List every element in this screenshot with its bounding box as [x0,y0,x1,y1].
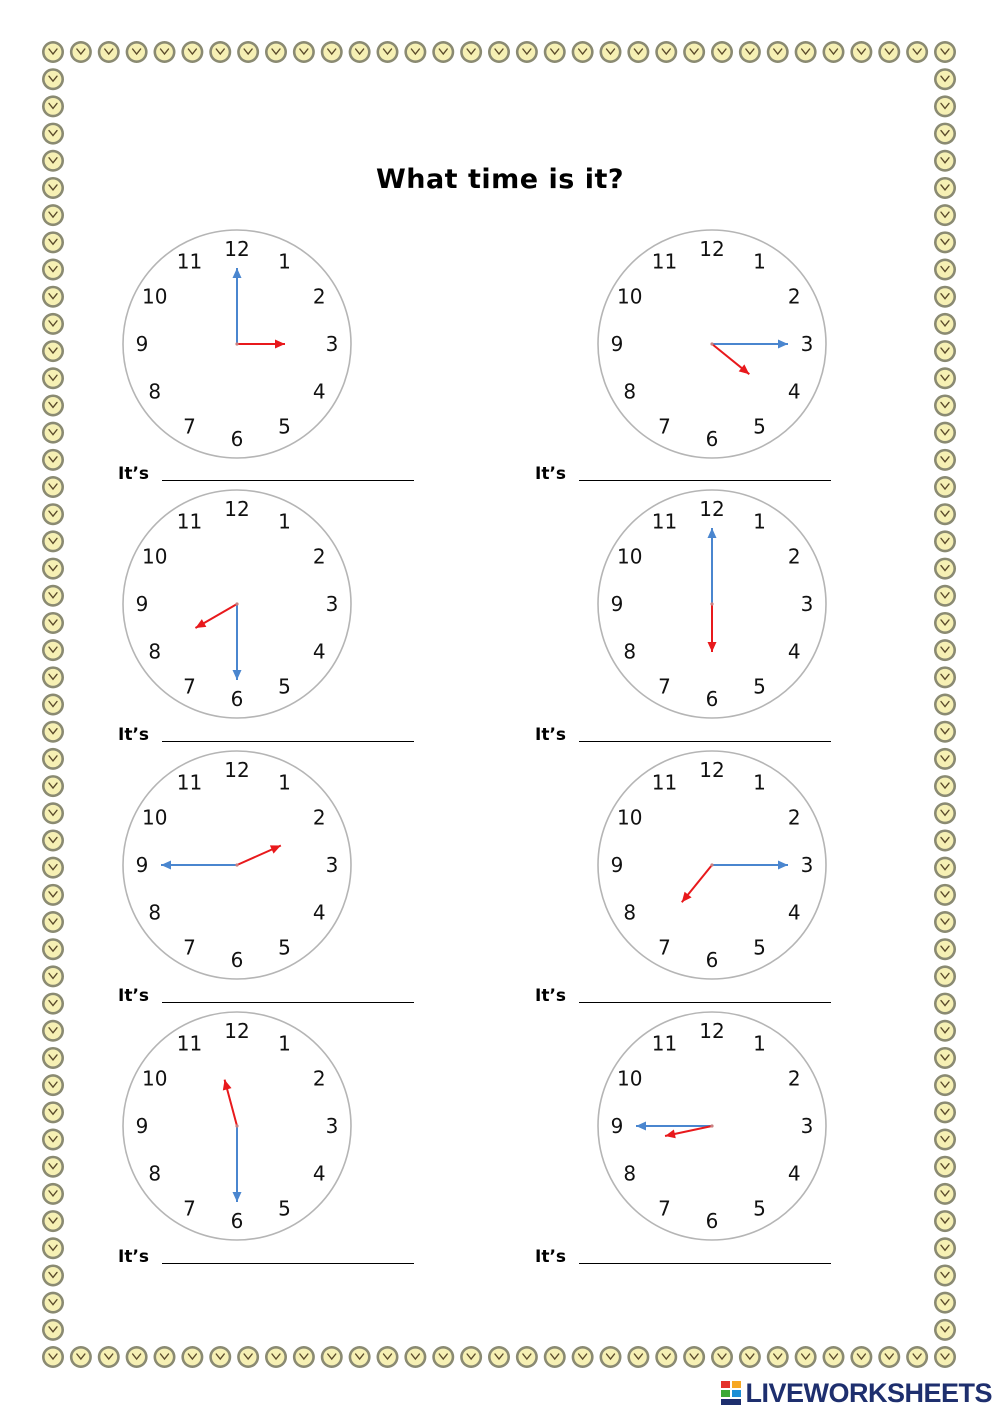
border-clock-icon [42,1074,64,1096]
border-clock-icon [850,1346,872,1368]
border-clock-icon [906,1346,928,1368]
border-clock-icon [70,41,92,63]
answer-line-7[interactable] [118,1247,418,1271]
border-clock-icon [934,340,956,362]
border-clock-icon [460,41,482,63]
border-clock-icon [42,694,64,716]
clock-numeral: 11 [176,249,203,274]
border-clock-icon [934,1319,956,1341]
clock-numeral: 6 [230,687,244,711]
clock-numeral: 11 [176,770,203,795]
clock-center [235,342,238,345]
clock-numeral: 3 [800,1114,814,1138]
border-clock-icon [516,41,538,63]
clock-numeral: 7 [658,935,671,960]
border-clock-icon [823,1346,845,1368]
border-clock-icon [934,911,956,933]
liveworksheets-watermark[interactable] [720,1378,992,1408]
border-clock-icon [237,41,259,63]
answer-line-5[interactable] [118,986,418,1010]
answer-prefix: It’s [535,1247,567,1267]
clock-numeral: 8 [148,639,162,664]
clock-numeral: 11 [176,1031,203,1056]
clock-numeral: 1 [278,1031,291,1056]
border-clock-icon [42,1020,64,1042]
clock-numeral: 3 [800,853,814,877]
border-clock-icon [934,41,956,63]
border-clock-icon [934,775,956,797]
border-clock-icon [934,231,956,253]
border-clock-icon [934,1101,956,1123]
border-clock-icon [488,1346,510,1368]
clock-numeral: 12 [699,237,725,261]
border-clock-icon [934,95,956,117]
border-clock-icon [42,367,64,389]
clock-numeral: 2 [312,284,326,309]
border-clock-icon [42,313,64,335]
border-clock-icon [711,1346,733,1368]
clock-center [710,1124,713,1127]
border-clock-icon [42,911,64,933]
border-clock-icon [516,1346,538,1368]
clock-numeral: 10 [617,544,643,569]
border-clock-icon [42,394,64,416]
clock-face-4 [592,484,832,724]
border-clock-icon [154,41,176,63]
clock-center [710,602,713,605]
border-clock-icon [42,503,64,525]
border-clock-icon [934,68,956,90]
clock-numeral: 10 [142,1066,168,1091]
answer-prefix: It’s [118,1247,150,1267]
border-clock-icon [42,829,64,851]
clock-numeral: 10 [142,544,168,569]
clock-numeral: 2 [312,544,326,569]
clock-face-8 [592,1006,832,1246]
clock-numeral: 6 [705,1209,719,1233]
clock-center [235,1124,238,1127]
answer-prefix: It’s [118,986,150,1006]
clock-numeral: 8 [623,379,637,404]
clock-center [710,342,713,345]
clock-numeral: 3 [325,592,339,616]
border-clock-icon [70,1346,92,1368]
clock-numeral: 4 [312,379,326,404]
border-clock-icon [934,612,956,634]
answer-blank[interactable] [579,1002,831,1003]
border-clock-icon [739,1346,761,1368]
border-clock-icon [795,41,817,63]
border-clock-icon [321,41,343,63]
border-clock-icon [42,666,64,688]
clock-numeral: 9 [610,332,624,356]
border-clock-icon [42,530,64,552]
page-title: What time is it? [375,164,625,195]
answer-line-4[interactable] [535,725,835,749]
clock-numeral: 4 [787,379,801,404]
border-clock-icon [98,41,120,63]
answer-prefix: It’s [118,725,150,745]
clock-numeral: 10 [142,284,168,309]
clock-face-6 [592,745,832,985]
border-clock-icon [432,1346,454,1368]
border-clock-icon [572,41,594,63]
border-clock-icon [126,41,148,63]
clock-center [710,863,713,866]
border-clock-icon [42,721,64,743]
border-clock-icon [627,41,649,63]
border-clock-icon [42,938,64,960]
border-clock-icon [181,1346,203,1368]
watermark-text: LIVEWORKSHEETS [745,1377,992,1408]
border-clock-icon [98,1346,120,1368]
answer-blank[interactable] [162,480,414,481]
clock-numeral: 8 [148,1161,162,1186]
border-clock-icon [126,1346,148,1368]
clock-numeral: 5 [753,674,766,699]
clock-numeral: 5 [278,1196,291,1221]
border-clock-icon [42,965,64,987]
clock-numeral: 8 [623,1161,637,1186]
clock-numeral: 10 [617,805,643,830]
border-clock-icon [934,503,956,525]
border-clock-icon [572,1346,594,1368]
border-clock-icon [42,204,64,226]
clock-numeral: 7 [183,674,196,699]
border-clock-icon [404,1346,426,1368]
border-clock-icon [544,1346,566,1368]
clock-numeral: 5 [753,414,766,439]
border-clock-icon [934,802,956,824]
border-clock-icon [349,1346,371,1368]
border-clock-icon [711,41,733,63]
border-clock-icon [934,1264,956,1286]
border-clock-icon [934,1346,956,1368]
border-clock-icon [42,41,64,63]
border-clock-icon [934,286,956,308]
border-clock-icon [42,993,64,1015]
border-clock-icon [488,41,510,63]
clock-numeral: 3 [325,332,339,356]
clock-center [235,863,238,866]
border-clock-icon [265,41,287,63]
clock-numeral: 5 [753,935,766,960]
border-clock-icon [934,666,956,688]
clock-numeral: 2 [312,805,326,830]
border-clock-icon [934,694,956,716]
border-clock-icon [934,857,956,879]
border-clock-icon [544,41,566,63]
clock-numeral: 9 [610,592,624,616]
clock-numeral: 6 [705,687,719,711]
border-clock-icon [42,857,64,879]
border-clock-icon [432,41,454,63]
answer-prefix: It’s [535,986,567,1006]
border-clock-icon [42,1292,64,1314]
border-clock-icon [404,41,426,63]
clock-center [235,602,238,605]
border-clock-icon [181,41,203,63]
border-clock-icon [795,1346,817,1368]
border-clock-icon [934,1156,956,1178]
answer-line-8[interactable] [535,1247,835,1271]
border-clock-icon [934,1047,956,1069]
clock-face-3 [117,484,357,724]
border-clock-icon [934,476,956,498]
clock-numeral: 11 [651,249,678,274]
clock-numeral: 4 [787,1161,801,1186]
border-clock-icon [600,1346,622,1368]
border-clock-icon [934,1237,956,1259]
clock-numeral: 8 [623,639,637,664]
clock-numeral: 9 [610,1114,624,1138]
clock-numeral: 5 [753,1196,766,1221]
border-clock-icon [934,123,956,145]
border-clock-icon [655,1346,677,1368]
border-clock-icon [154,1346,176,1368]
clock-numeral: 8 [148,379,162,404]
clock-numeral: 7 [183,414,196,439]
clock-numeral: 6 [230,427,244,451]
border-clock-icon [627,1346,649,1368]
answer-prefix: It’s [535,464,567,484]
border-clock-icon [42,449,64,471]
clock-numeral: 9 [135,1114,149,1138]
clock-numeral: 5 [278,674,291,699]
border-clock-icon [42,802,64,824]
border-clock-icon [42,884,64,906]
border-clock-icon [934,449,956,471]
answer-blank[interactable] [579,1263,831,1264]
clock-numeral: 2 [787,284,801,309]
border-clock-icon [878,1346,900,1368]
border-clock-icon [42,1210,64,1232]
clock-numeral: 2 [787,805,801,830]
border-clock-icon [42,476,64,498]
clock-numeral: 3 [800,592,814,616]
border-clock-icon [934,259,956,281]
clock-numeral: 1 [278,249,291,274]
border-clock-icon [934,1292,956,1314]
answer-line-2[interactable] [535,464,835,488]
border-clock-icon [460,1346,482,1368]
clock-numeral: 5 [278,935,291,960]
border-clock-icon [934,394,956,416]
border-clock-icon [934,639,956,661]
clock-numeral: 1 [278,509,291,534]
clock-numeral: 6 [230,948,244,972]
clock-numeral: 6 [705,427,719,451]
clock-numeral: 12 [224,237,250,261]
clock-numeral: 1 [753,770,766,795]
clock-numeral: 6 [705,948,719,972]
border-clock-icon [934,938,956,960]
border-clock-icon [42,1047,64,1069]
border-clock-icon [934,367,956,389]
border-clock-icon [934,585,956,607]
border-clock-icon [934,884,956,906]
border-clock-icon [321,1346,343,1368]
clock-numeral: 11 [651,509,678,534]
border-clock-icon [209,41,231,63]
answer-blank[interactable] [579,741,831,742]
border-clock-icon [655,41,677,63]
border-clock-icon [42,286,64,308]
clock-numeral: 7 [658,414,671,439]
border-clock-icon [293,41,315,63]
border-clock-icon [42,123,64,145]
clock-numeral: 10 [617,284,643,309]
clock-numeral: 11 [651,1031,678,1056]
border-clock-icon [377,1346,399,1368]
border-clock-icon [293,1346,315,1368]
border-clock-icon [934,558,956,580]
clock-numeral: 9 [135,592,149,616]
border-clock-icon [767,1346,789,1368]
border-clock-icon [934,829,956,851]
answer-blank[interactable] [162,1002,414,1003]
border-clock-icon [934,965,956,987]
clock-numeral: 1 [753,509,766,534]
clock-numeral: 4 [312,1161,326,1186]
border-clock-icon [377,41,399,63]
border-clock-icon [42,748,64,770]
clock-numeral: 8 [148,900,162,925]
border-clock-icon [349,41,371,63]
border-clock-icon [237,1346,259,1368]
clock-numeral: 5 [278,414,291,439]
border-clock-icon [42,68,64,90]
border-clock-icon [42,612,64,634]
border-clock-icon [934,530,956,552]
clock-face-5 [117,745,357,985]
border-clock-icon [823,41,845,63]
border-clock-icon [934,313,956,335]
border-clock-icon [42,1129,64,1151]
border-clock-icon [934,1210,956,1232]
border-clock-icon [934,204,956,226]
answer-blank[interactable] [162,741,414,742]
liveworksheets-logo-icon [720,1380,742,1406]
border-clock-icon [600,41,622,63]
clock-numeral: 11 [176,509,203,534]
border-clock-icon [42,1319,64,1341]
answer-prefix: It’s [118,464,150,484]
clock-numeral: 3 [325,853,339,877]
answer-blank[interactable] [579,480,831,481]
border-clock-icon [683,41,705,63]
clock-numeral: 12 [699,758,725,782]
clock-numeral: 10 [142,805,168,830]
clock-numeral: 12 [224,497,250,521]
border-clock-icon [42,1101,64,1123]
clock-numeral: 7 [183,1196,196,1221]
answer-line-3[interactable] [118,725,418,749]
clock-face-2 [592,224,832,464]
answer-line-6[interactable] [535,986,835,1010]
clock-numeral: 4 [312,639,326,664]
answer-line-1[interactable] [118,464,418,488]
border-clock-icon [934,748,956,770]
border-clock-icon [850,41,872,63]
clock-numeral: 1 [753,249,766,274]
clock-numeral: 12 [699,1019,725,1043]
border-clock-icon [906,41,928,63]
border-clock-icon [683,1346,705,1368]
border-clock-icon [934,422,956,444]
clock-numeral: 7 [183,935,196,960]
clock-numeral: 7 [658,674,671,699]
border-clock-icon [934,993,956,1015]
border-clock-icon [42,558,64,580]
clock-numeral: 6 [230,1209,244,1233]
clock-face-7 [117,1006,357,1246]
clock-numeral: 8 [623,900,637,925]
clock-numeral: 11 [651,770,678,795]
clock-numeral: 9 [135,853,149,877]
border-clock-icon [42,1156,64,1178]
clock-numeral: 2 [312,1066,326,1091]
border-clock-icon [42,639,64,661]
clock-numeral: 2 [787,544,801,569]
border-clock-icon [42,1237,64,1259]
clock-numeral: 12 [224,1019,250,1043]
clock-numeral: 4 [312,900,326,925]
clock-numeral: 2 [787,1066,801,1091]
border-clock-icon [265,1346,287,1368]
border-clock-icon [42,95,64,117]
border-clock-icon [42,1346,64,1368]
clock-numeral: 12 [699,497,725,521]
clock-face-1 [117,224,357,464]
answer-blank[interactable] [162,1263,414,1264]
clock-numeral: 7 [658,1196,671,1221]
border-clock-icon [767,41,789,63]
clock-numeral: 4 [787,639,801,664]
clock-numeral: 1 [278,770,291,795]
clock-numeral: 3 [325,1114,339,1138]
answer-prefix: It’s [535,725,567,745]
border-clock-icon [934,1183,956,1205]
border-clock-icon [934,1074,956,1096]
clock-numeral: 3 [800,332,814,356]
border-clock-icon [42,422,64,444]
border-clock-icon [934,1129,956,1151]
border-clock-icon [42,1264,64,1286]
clock-numeral: 9 [610,853,624,877]
border-clock-icon [934,721,956,743]
clock-numeral: 4 [787,900,801,925]
border-clock-icon [739,41,761,63]
border-clock-icon [934,1020,956,1042]
border-clock-icon [42,585,64,607]
border-clock-icon [42,775,64,797]
border-clock-icon [42,231,64,253]
clock-numeral: 10 [617,1066,643,1091]
border-clock-icon [42,1183,64,1205]
border-clock-icon [42,340,64,362]
clock-numeral: 1 [753,1031,766,1056]
clock-numeral: 12 [224,758,250,782]
border-clock-icon [42,259,64,281]
border-clock-icon [209,1346,231,1368]
clock-numeral: 9 [135,332,149,356]
border-clock-icon [878,41,900,63]
